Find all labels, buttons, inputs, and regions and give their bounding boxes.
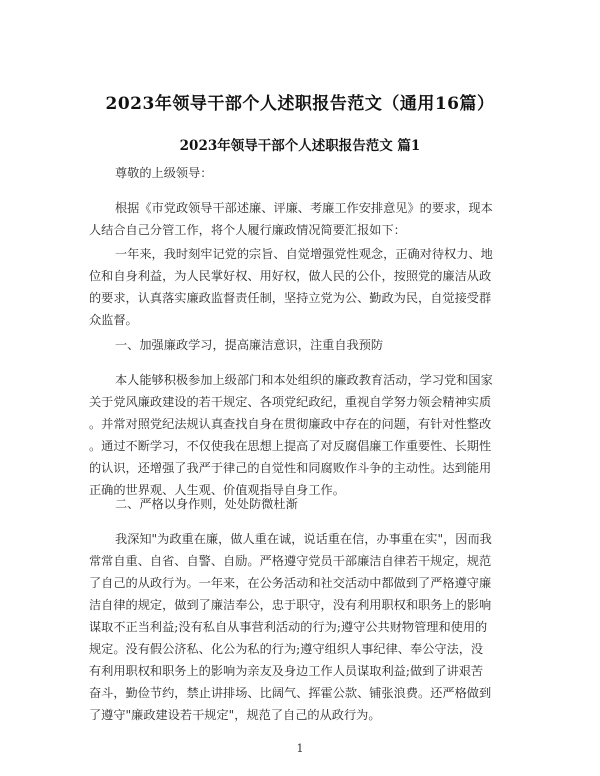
text-line: 的要求，认真落实廉政监督责任制，坚持立党为公、勤政为民，自觉接受群	[89, 291, 492, 305]
subheading-line: 一、加强廉政学习，提高廉洁意识，注重自我预防	[115, 338, 384, 352]
paragraph-3	[89, 369, 529, 501]
text-line: 一年来，我时刻牢记党的宗旨、自觉增强党性观念，正确对待权力、地	[115, 247, 493, 261]
text-line: 。并常对照党纪法规认真查找自身在贯彻廉政中存在的问题，有针对性整改	[89, 417, 492, 431]
section-title: 2023年领导干部个人述职报告范文 篇1	[179, 138, 421, 154]
text-line: 常常自重、自省、自警、自励。严格遵守党员干部廉洁自律若干规定，规范	[89, 554, 492, 568]
page-number: 1	[296, 742, 304, 755]
greeting-line: 尊敬的上级领导：	[115, 166, 213, 180]
text-line: 。通过不断学习，不仅使我在思想上提高了对反腐倡廉工作重要性、长期性	[89, 439, 492, 453]
paragraph-1	[89, 197, 529, 241]
subheading-line: 二、严格以身作则，处处防微杜渐	[115, 497, 298, 511]
text-line: 洁自律的规定，做到了廉洁奉公，忠于职守，没有利用职权和职务上的影响	[89, 598, 492, 612]
text-line: 根据《市党政领导干部述廉、评廉、考廉工作安排意见》的要求，现本	[115, 201, 493, 215]
document-title: 2023年领导干部个人述职报告范文（通用16篇）	[105, 94, 495, 114]
text-line: 人结合自己分管工作，将个人履行廉政情况简要汇报如下：	[89, 223, 406, 237]
text-line: 规定。没有假公济私、化公为私的行为;遵守组织人事纪律、奉公守法，没	[89, 642, 484, 656]
text-line: 本人能够积极参加上级部门和本处组织的廉政教育活动，学习党和国家	[115, 373, 493, 387]
text-line: 了遵守"廉政建设若干规定"，规范了自己的从政行为。	[89, 708, 381, 722]
text-line: 我深知"为政重在廉，做人重在诚，说话重在信，办事重在实"，因而我	[115, 532, 492, 546]
text-line: 有利用职权和职务上的影响为亲友及身边工作人员谋取利益;做到了讲艰苦	[89, 664, 484, 678]
text-line: 众监督。	[89, 313, 138, 327]
greeting	[89, 162, 529, 184]
paragraph-4	[89, 528, 529, 726]
text-line: 正确的世界观、人生观、价值观指导自身工作。	[89, 483, 345, 497]
text-line: 位和自身利益，为人民掌好权、用好权，做人民的公仆，按照党的廉洁从政	[89, 269, 492, 283]
paragraph-2	[89, 243, 529, 331]
text-line: 奋斗，勤俭节约，禁止讲排场、比阔气、挥霍公款、铺张浪费。还严格做到	[89, 686, 492, 700]
text-line: 的认识，还增强了我严于律己的自觉性和同腐败作斗争的主动性。达到能用	[89, 461, 492, 475]
text-line: 关于党风廉政建设的若干规定、各项党纪政纪，重视自学努力领会精神实质	[89, 395, 492, 409]
subheading-2	[89, 493, 529, 515]
text-line: 了自己的从政行为。一年来，在公务活动和社交活动中都做到了严格遵守廉	[89, 576, 492, 590]
text-line: 谋取不正当利益;没有私自从事营利活动的行为;遵守公共财物管理和使用的	[89, 620, 488, 634]
subheading-1	[89, 334, 529, 356]
